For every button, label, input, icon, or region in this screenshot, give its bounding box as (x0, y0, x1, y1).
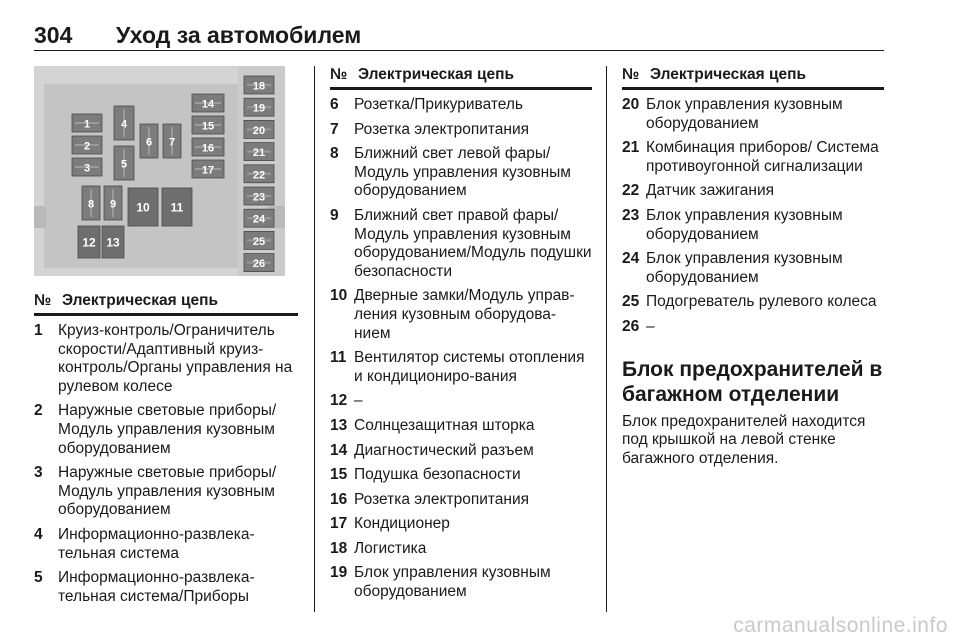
fuse-number: 6 (330, 96, 339, 113)
fuse-21 (244, 143, 274, 161)
fuse-description: Солнцезащитная шторка (354, 416, 535, 434)
header-number: № (330, 66, 348, 83)
table-row (34, 526, 298, 563)
fuse-description: Наружные световые приборы/ Модуль управления кузовным оборудованием (58, 402, 277, 457)
fuse-description: Дверные замки/Модуль управ-ления кузовным оборудова-нием (354, 287, 575, 342)
fuse-label: 9 (109, 198, 117, 211)
fuse-label: 14 (201, 98, 215, 111)
fuse-label: 18 (252, 80, 266, 93)
fuse-22 (244, 165, 274, 183)
column-1 (34, 292, 298, 606)
fuse-number: 24 (622, 250, 640, 268)
fuse-description: Блок управления кузовным оборудованием (646, 96, 843, 132)
fuse-26 (244, 254, 274, 272)
fuse-number: 23 (622, 206, 640, 224)
watermark: carmanualsonline.info (733, 614, 948, 637)
fuse-box-svg (34, 66, 285, 276)
header-circuit: Электрическая цепь (62, 292, 219, 309)
table-row (330, 349, 592, 386)
fuse-number: 19 (330, 564, 348, 582)
fuse-label: 4 (120, 118, 128, 131)
fuse-description: Кондиционер (354, 515, 450, 533)
fuse-number: 21 (622, 139, 640, 157)
fuse-number: 18 (330, 539, 348, 557)
fuse-number: 3 (34, 464, 43, 482)
fuse-label: 11 (170, 200, 184, 215)
fuse-15 (192, 116, 224, 134)
table-row (622, 293, 884, 312)
fuse-2 (72, 136, 102, 154)
fuse-number: 2 (34, 402, 43, 420)
fuse-label: 15 (201, 120, 215, 133)
fuse-label: 20 (252, 124, 266, 137)
table-row (622, 207, 884, 244)
table-row (622, 318, 884, 337)
fuse-label: 19 (252, 102, 266, 115)
fuse-label: 2 (83, 140, 91, 153)
fuse-3 (72, 158, 102, 176)
table-row (330, 466, 592, 485)
section-heading: Блок предохранителей в багажном отделении (622, 357, 883, 406)
table-row (330, 417, 592, 436)
fuse-description: Розетка электропитания (354, 120, 530, 138)
fuse-description: Розетка/Прикуриватель (354, 96, 524, 113)
fuse-label: 7 (168, 136, 176, 149)
table-row (34, 569, 298, 606)
fuse-description: Розетка электропитания (354, 490, 530, 508)
fuse-label: 6 (145, 136, 153, 149)
page-number: 304 (34, 22, 73, 48)
fuse-24 (244, 209, 274, 227)
table-header (622, 66, 884, 90)
fuse-label: 12 (82, 235, 96, 250)
fuse-description: Подогреватель рулевого колеса (646, 293, 877, 311)
fuse-19 (244, 98, 274, 116)
table-row (330, 540, 592, 559)
table-row (622, 96, 884, 133)
table-header (34, 292, 298, 316)
table-row (330, 442, 592, 461)
header-circuit: Электрическая цепь (650, 66, 807, 83)
fuse-description: – (646, 317, 655, 335)
fuse-description: Датчик зажигания (646, 182, 774, 200)
fuse-label: 22 (252, 169, 266, 182)
fuse-13 (102, 226, 124, 258)
fuse-11 (162, 188, 192, 226)
fuse-description: Блок управления кузовным оборудованием (646, 250, 843, 286)
table-row (330, 207, 592, 281)
fuse-label: 17 (201, 164, 215, 177)
fuse-label: 16 (201, 142, 215, 155)
column-3 (622, 66, 884, 468)
fuse-25 (244, 231, 274, 249)
fuse-label: 21 (252, 147, 266, 160)
table-row (34, 322, 298, 396)
table-row (622, 139, 884, 176)
fuse-number: 13 (330, 416, 348, 434)
fuse-label: 8 (87, 198, 95, 211)
fuse-description: Диагностический разъем (354, 441, 534, 459)
fuse-description: Информационно-развлека-тельная система (58, 525, 255, 562)
fuse-description: – (354, 392, 363, 410)
fuse-10 (128, 188, 158, 226)
fuse-23 (244, 187, 274, 205)
fuse-label: 10 (136, 200, 150, 215)
column-2 (330, 66, 592, 602)
fuse-number: 5 (34, 569, 43, 587)
table-row (622, 182, 884, 201)
header-circuit: Электрическая цепь (358, 66, 515, 83)
fuse-16 (192, 138, 224, 156)
fuse-1 (72, 114, 102, 132)
fuse-number: 7 (330, 120, 339, 138)
section-paragraph: Блок предохранителей находится под крышкой на левой стенке багажного отделения. (622, 412, 866, 467)
fuse-4 (114, 106, 134, 140)
fuse-17 (192, 160, 224, 178)
fuse-label: 1 (83, 118, 91, 131)
table-row (330, 145, 592, 201)
header-number: № (34, 292, 52, 309)
fuse-number: 26 (622, 317, 640, 335)
fuse-number: 17 (330, 515, 348, 533)
fuse-label: 5 (120, 158, 128, 171)
fuse-description: Блок управления кузовным оборудованием (646, 206, 843, 243)
table-header (330, 66, 592, 90)
fuse-label: 3 (83, 162, 91, 175)
table-row (330, 121, 592, 140)
fuse-9 (104, 186, 122, 220)
fuse-number: 14 (330, 441, 348, 459)
table-row (330, 491, 592, 510)
column-divider-1 (314, 66, 315, 612)
table-row (34, 464, 298, 520)
fuse-number: 10 (330, 287, 348, 305)
fuse-6 (140, 124, 158, 158)
table-row (330, 392, 592, 411)
page-title: Уход за автомобилем (116, 22, 362, 48)
fuse-label: 26 (252, 258, 266, 271)
page-header (34, 22, 884, 51)
fuse-description: Логистика (354, 539, 427, 557)
fuse-description: Ближний свет левой фары/ Модуль управления кузовным оборудованием (354, 145, 571, 200)
table-row (34, 402, 298, 458)
fuse-7 (163, 124, 181, 158)
fuse-number: 11 (330, 349, 347, 367)
table-row (622, 250, 884, 287)
fuse-number: 9 (330, 206, 339, 224)
column-divider-2 (606, 66, 607, 612)
fuse-box-diagram (34, 66, 285, 276)
fuse-number: 12 (330, 392, 348, 410)
fuse-number: 4 (34, 525, 43, 543)
fuse-description: Комбинация приборов/ Система противоугонной сигнализации (646, 139, 879, 175)
fuse-number: 20 (622, 96, 640, 113)
fuse-8 (82, 186, 100, 220)
fuse-label: 24 (252, 213, 266, 226)
fuse-label: 25 (252, 235, 266, 248)
fuse-description: Ближний свет правой фары/ Модуль управления кузовным оборудованием/Модуль подушки безопасности (354, 206, 592, 280)
fuse-description: Круиз-контроль/Ограничитель скорости/Адаптивный круиз-контроль/Органы управления на рулевом колесе (58, 322, 293, 395)
fuse-14 (192, 94, 224, 112)
fuse-number: 1 (34, 322, 43, 339)
fuse-18 (244, 76, 274, 94)
fuse-description: Информационно-развлека-тельная система/Приборы (58, 569, 255, 605)
fuse-description: Вентилятор системы отопления и кондициониро-вания (354, 349, 585, 385)
fuse-description: Блок управления кузовным оборудованием (354, 564, 551, 601)
fuse-number: 15 (330, 466, 348, 484)
fuse-label: 13 (106, 235, 120, 250)
fuse-description: Подушка безопасности (354, 466, 521, 484)
table-row (330, 564, 592, 601)
table-row (330, 96, 592, 115)
fuse-number: 16 (330, 490, 348, 508)
fuse-number: 25 (622, 293, 640, 311)
table-row (330, 515, 592, 534)
header-number: № (622, 66, 640, 83)
fuse-number: 22 (622, 182, 640, 200)
fuse-12 (78, 226, 100, 258)
fuse-number: 8 (330, 145, 339, 163)
fuse-label: 23 (252, 191, 266, 204)
fuse-5 (114, 146, 134, 180)
table-row (330, 287, 592, 343)
fuse-description: Наружные световые приборы/ Модуль управления кузовным оборудованием (58, 464, 277, 519)
fuse-20 (244, 120, 274, 138)
